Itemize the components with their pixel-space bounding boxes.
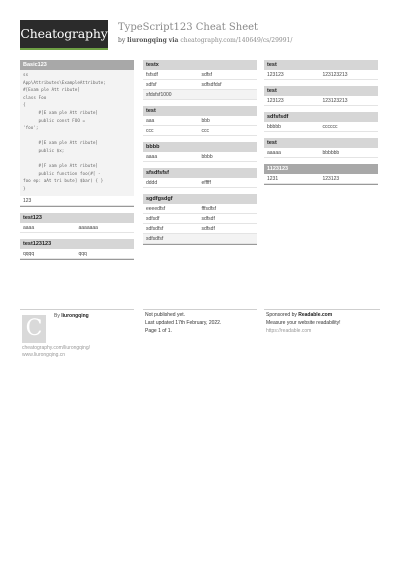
block-test — [143, 106, 257, 136]
page-count: Page 1 of 1. — [145, 328, 172, 334]
block-sdfsfsdf — [264, 112, 378, 132]
cell: aaaaaaa — [78, 224, 98, 231]
column-2 — [143, 60, 257, 251]
block-divider — [20, 206, 134, 207]
cell: 1231 — [267, 176, 279, 182]
block-title: test123 — [20, 213, 134, 223]
cell: 123123 — [267, 72, 284, 78]
block-title: sfsdfsfsf — [143, 168, 257, 178]
published-status: Not published yet. — [145, 312, 186, 318]
cell: 123123 — [267, 98, 284, 104]
author-link[interactable]: liurongqing — [127, 37, 167, 44]
block-divider — [20, 259, 134, 260]
block-testx — [143, 60, 257, 100]
table-row — [143, 204, 257, 214]
cell: sdfsdf — [201, 226, 215, 232]
subtitle-by-label: by — [118, 37, 126, 44]
cell: aaaaa — [267, 150, 281, 156]
author-byline — [54, 313, 89, 319]
sponsored-by-label: Sponsored by — [266, 312, 297, 318]
cell: aaa — [146, 118, 155, 124]
cell: bbbbb — [267, 124, 281, 130]
table-row — [264, 96, 378, 106]
cell: aaaa — [146, 154, 158, 160]
block-test123 — [20, 213, 134, 233]
block-test123123 — [20, 239, 134, 260]
table-row — [264, 148, 378, 158]
block-bbbb — [143, 142, 257, 162]
block-test-c — [264, 138, 378, 158]
block-divider — [143, 244, 257, 245]
cell: ccc — [201, 128, 209, 134]
table-row — [264, 70, 378, 80]
cell: qqq — [78, 250, 87, 257]
table-row — [143, 214, 257, 224]
block-title: Basic123 — [20, 60, 134, 70]
block-title: testx — [143, 60, 257, 70]
cell: sdfsf — [146, 82, 157, 88]
avatar[interactable]: C — [22, 315, 46, 343]
footer-divider — [20, 309, 134, 310]
sheet-url-link[interactable]: cheatography.com/140649/cs/29991/ — [180, 37, 293, 44]
cell: qqqq — [23, 250, 35, 257]
page-header — [20, 20, 380, 50]
block-sfsdfsfsf — [143, 168, 257, 188]
block-title: bbbb — [143, 142, 257, 152]
page-title: TypeScript123 Cheat Sheet — [118, 22, 259, 33]
sponsor-tagline: Measure your website readability! — [266, 320, 341, 326]
subtitle-via-label: via — [168, 37, 179, 44]
cell: fffsdfsf — [201, 206, 217, 212]
cheatography-logo[interactable]: Cheatography — [20, 20, 108, 48]
table-row — [143, 70, 257, 80]
author-profile-link[interactable]: cheatography.com/liurongqing/ — [22, 345, 91, 351]
table-row — [20, 196, 134, 206]
cell: fsfsdf — [146, 72, 158, 78]
sponsor-name-link[interactable]: Readable.com — [298, 312, 333, 318]
cell: sfdsfsf1000 — [146, 92, 172, 98]
block-basic123 — [20, 60, 134, 207]
cell: bbbbbb — [322, 150, 340, 156]
block-test-b — [264, 86, 378, 106]
cell: sdfsdfsf — [146, 226, 164, 232]
table-row — [143, 224, 257, 234]
block-sgdfgsdgf — [143, 194, 257, 245]
block-title: sgdfgsdgf — [143, 194, 257, 204]
column-3 — [264, 60, 378, 191]
footer-divider — [143, 309, 257, 310]
cell: sdfsdfdsf — [201, 82, 222, 88]
author-name-link[interactable]: liurongqing — [61, 313, 89, 319]
table-row — [143, 178, 257, 188]
table-row — [264, 174, 378, 184]
last-updated: Last updated 17th February, 2022. — [145, 320, 222, 326]
table-row — [143, 116, 257, 126]
cell: sdfsdf — [146, 216, 160, 222]
block-title: test123123 — [20, 239, 134, 249]
cell: eeeedfsf — [146, 206, 166, 212]
cell: sdfsf — [201, 72, 213, 78]
cell: bbb — [201, 118, 210, 124]
cell: dddd — [146, 180, 158, 186]
cell: 123123213 — [322, 98, 348, 104]
block-divider — [264, 184, 378, 185]
block-1123123 — [264, 164, 378, 185]
table-row — [264, 122, 378, 132]
code-snippet: ss App\Attributes\ExampleAttribute; #[Exam ple Att ribute] class Foo { #[E xam ple Att ribute] public const FOO = 'foo'; #[E xam ple Att ribute] public $x; #[F xam ple Att ribute] public function foo(#[ - foo ep: aAt tri bute] $bar) { } } — [20, 70, 134, 196]
block-title: 1123123 — [264, 164, 378, 174]
table-row — [20, 223, 134, 233]
footer-divider — [264, 309, 380, 310]
block-test-a — [264, 60, 378, 80]
block-title: sdfsfsdf — [264, 112, 378, 122]
cell: 123 — [23, 197, 32, 204]
block-title: test — [264, 86, 378, 96]
table-row — [143, 90, 257, 100]
sponsor-url-link[interactable]: https://readable.com — [266, 328, 312, 334]
cell: cccccc — [322, 124, 338, 130]
block-title: test — [143, 106, 257, 116]
table-row — [143, 234, 257, 244]
table-row — [143, 152, 257, 162]
cell: ccc — [146, 128, 154, 134]
cell: 123123 — [322, 176, 340, 182]
block-title: test — [264, 138, 378, 148]
table-row — [143, 80, 257, 90]
cell: aaaa — [23, 224, 35, 231]
cell: sdfsdfsf — [146, 236, 164, 242]
cell: bbbb — [201, 154, 213, 160]
cell: 123123213 — [322, 72, 348, 78]
table-row — [143, 126, 257, 136]
page-footer — [20, 309, 380, 369]
sponsor-line — [266, 312, 332, 318]
table-row — [20, 249, 134, 259]
column-1 — [20, 60, 134, 266]
by-label: By — [54, 313, 60, 319]
page-subtitle — [118, 37, 292, 44]
cell: efffff — [201, 180, 211, 186]
author-website-link[interactable]: www.liurongqing.cn — [22, 352, 66, 358]
cell: sdfsdf — [201, 216, 215, 222]
block-title: test — [264, 60, 378, 70]
logo-underline — [20, 48, 108, 50]
